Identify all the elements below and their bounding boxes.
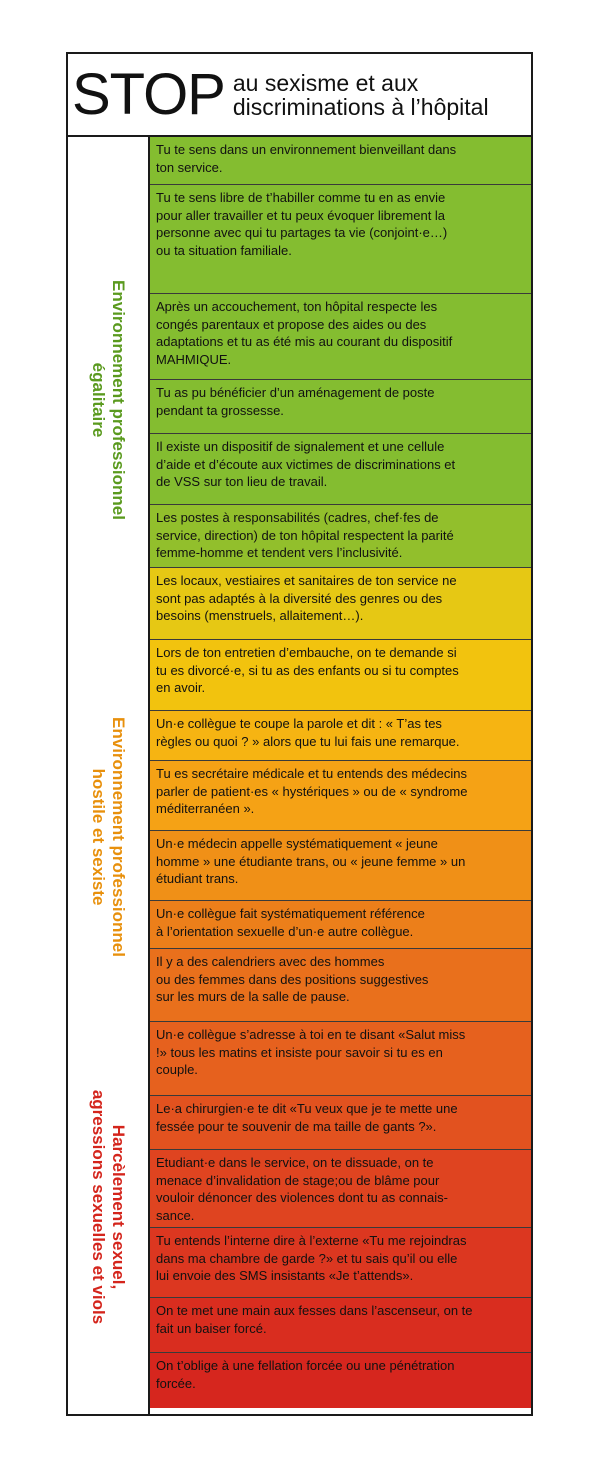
section-label-line: hostile et sexiste (89, 768, 108, 906)
section-label-line: Environnement professionnel (109, 280, 128, 520)
poster-header (68, 54, 531, 137)
section-label-hostile (88, 717, 128, 957)
section-label-line: Harcèlement sexuel, (109, 1124, 128, 1290)
list-item: Lors de ton entretien d’embauche, on te demande si tu es divorcé·e, si tu as des enfants ou si tu comptes en avoir. (150, 640, 531, 711)
list-item: Il existe un dispositif de signalement et une cellule d’aide et d’écoute aux victimes de discriminations et de VSS sur ton lieu de travail. (150, 434, 531, 505)
list-item: Un·e médecin appelle systématiquement « jeune homme » une étudiante trans, ou « jeune femme » un étudiant trans. (150, 831, 531, 901)
list-item: Le·a chirurgien·e te dit «Tu veux que je te mette une fessée pour te souvenir de ma taille de gants ?». (150, 1096, 531, 1150)
section-label-line: agressions sexuelles et viols (89, 1089, 108, 1325)
list-item: Tu as pu bénéficier d’un aménagement de poste pendant ta grossesse. (150, 380, 531, 434)
list-item: Un·e collègue s’adresse à toi en te disant «Salut miss !» tous les matins et insiste pour savoir si tu es en couple. (150, 1022, 531, 1096)
section-labels-column (68, 137, 148, 1414)
list-item: Les postes à responsabilités (cadres, chef·fes de service, direction) de ton hôpital respectent la parité femme-homme et tendent vers l’inclusivité. (150, 505, 531, 568)
poster-frame (66, 52, 533, 1416)
list-item: On te met une main aux fesses dans l’ascenseur, on te fait un baiser forcé. (150, 1298, 531, 1353)
list-item: On t’oblige à une fellation forcée ou une pénétration forcée. (150, 1353, 531, 1408)
list-item: Tu te sens libre de t’habiller comme tu en as envie pour aller travailler et tu peux évoquer librement la personne avec qui tu partages ta vie (conjoint·e…) ou ta situation familiale. (150, 185, 531, 294)
section-label-line: égalitaire (89, 362, 108, 438)
section-label-egalitaire (88, 280, 128, 520)
list-item: Les locaux, vestiaires et sanitaires de ton service ne sont pas adaptés à la diversité des genres ou des besoins (menstruels, allaitement…). (150, 568, 531, 640)
list-item: Après un accouchement, ton hôpital respecte les congés parentaux et propose des aides ou des adaptations et tu as été mis au courant du dispositif MAHMIQUE. (150, 294, 531, 380)
poster-subtitle (233, 71, 489, 119)
subtitle-line-2: discriminations à l’hôpital (232, 93, 489, 120)
stop-title: STOP (72, 61, 225, 127)
subtitle-line-1: au sexisme et aux (232, 69, 419, 96)
section-label-harcelement (88, 1090, 128, 1324)
list-item: Tu es secrétaire médicale et tu entends des médecins parler de patient·es « hystériques » ou de « syndrome méditerranéen ». (150, 761, 531, 831)
list-item: Un·e collègue te coupe la parole et dit : « T’as tes règles ou quoi ? » alors que tu lui fais une remarque. (150, 711, 531, 761)
list-item: Etudiant·e dans le service, on te dissuade, on te menace d’invalidation de stage;ou de blâme pour vouloir dénoncer des violences dont tu as connais- sance. (150, 1150, 531, 1228)
section-label-line: Environnement professionnel (109, 717, 128, 957)
list-item: Un·e collègue fait systématiquement référence à l’orientation sexuelle d’un·e autre collègue. (150, 901, 531, 949)
list-item: Il y a des calendriers avec des hommes ou des femmes dans des positions suggestives sur les murs de la salle de pause. (150, 949, 531, 1022)
items-column (148, 137, 531, 1414)
list-item: Tu te sens dans un environnement bienveillant dans ton service. (150, 137, 531, 185)
list-item: Tu entends l’interne dire à l’externe «Tu me rejoindras dans ma chambre de garde ?» et tu sais qu’il ou elle lui envoie des SMS insistants «Je t’attends». (150, 1228, 531, 1298)
